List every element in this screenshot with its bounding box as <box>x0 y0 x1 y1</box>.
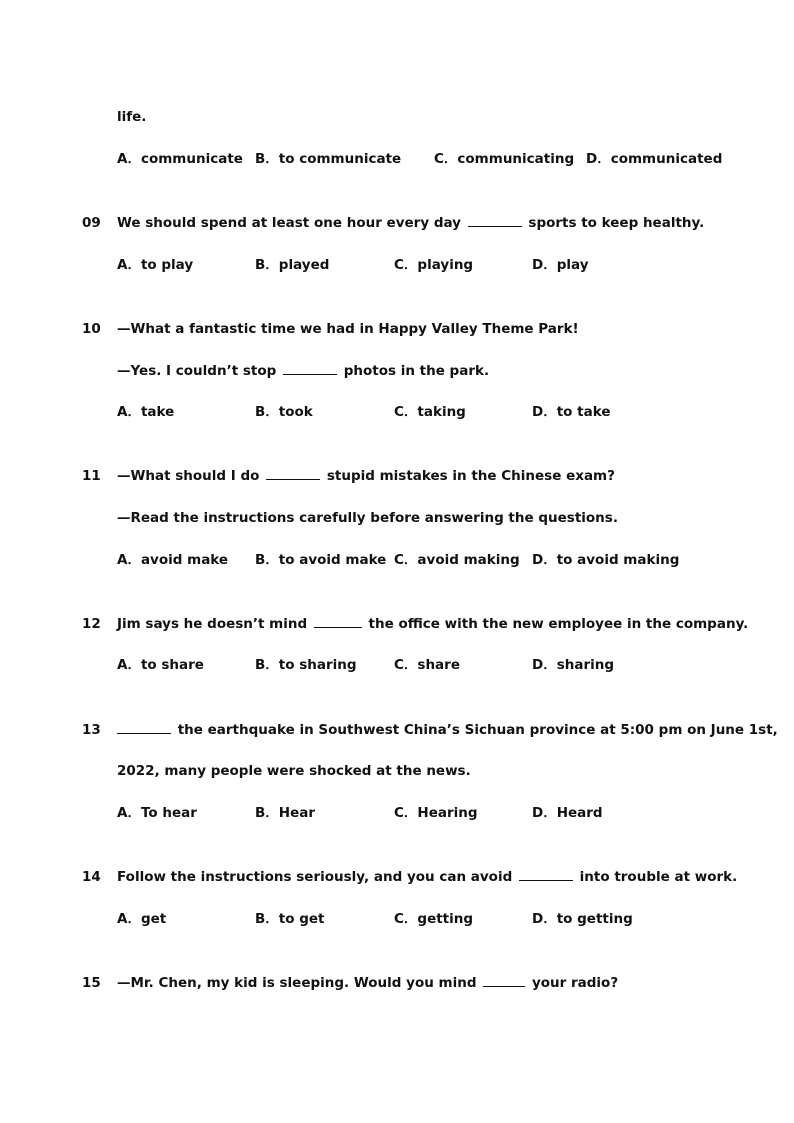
q12-option-a[interactable]: A．to share <box>117 657 204 673</box>
q11-option-b[interactable]: B．to avoid make <box>255 552 387 568</box>
q10-stem-pre: —Yes. I couldn’t stop <box>117 363 277 379</box>
question-13-line2: 2022, many people were shocked at the news. <box>117 763 471 779</box>
question-09-stem <box>117 214 704 232</box>
question-11-line2: —Read the instructions carefully before answering the questions. <box>117 510 618 526</box>
q13-option-a[interactable]: A．To hear <box>117 805 197 821</box>
question-14-stem <box>117 868 737 886</box>
question-number-14: 14 <box>82 869 101 885</box>
q14-option-a[interactable]: A．get <box>117 911 167 927</box>
q10-option-b[interactable]: B．took <box>255 404 313 420</box>
question-number-12: 12 <box>82 616 101 632</box>
q08-option-a[interactable]: A．communicate <box>117 151 243 167</box>
q09-option-b[interactable]: B．played <box>255 257 330 273</box>
q12-stem-pre: Jim says he doesn’t mind <box>117 616 308 632</box>
question-11-line1 <box>117 467 615 485</box>
q10-option-a[interactable]: A．take <box>117 404 175 420</box>
q13-stem-post: the earthquake in Southwest China’s Sichuan province at 5:00 pm on June 1st, <box>177 722 778 738</box>
question-10-line2 <box>117 362 489 380</box>
q11-stem-pre: —What should I do <box>117 468 260 484</box>
question-number-10: 10 <box>82 321 101 337</box>
q09-option-c[interactable]: C．playing <box>394 257 474 273</box>
question-08-stem-continuation: life. <box>117 109 147 125</box>
q12-stem-post: the office with the new employee in the company. <box>368 616 749 632</box>
q14-stem-pre: Follow the instructions seriously, and you can avoid <box>117 869 513 885</box>
question-13-line1 <box>117 721 778 739</box>
q09-stem-post: sports to keep healthy. <box>528 215 705 231</box>
q10-stem-post: photos in the park. <box>343 363 490 379</box>
q09-stem-pre: We should spend at least one hour every day <box>117 215 461 231</box>
q11-option-c[interactable]: C．avoid making <box>394 552 520 568</box>
q14-stem-post: into trouble at work. <box>579 869 738 885</box>
q12-answer-blank <box>314 615 362 628</box>
q10-option-c[interactable]: C．taking <box>394 404 466 420</box>
question-15-stem <box>117 974 618 992</box>
question-number-09: 09 <box>82 215 101 231</box>
q09-option-a[interactable]: A．to play <box>117 257 194 273</box>
question-number-15: 15 <box>82 975 101 991</box>
q12-option-d[interactable]: D．sharing <box>532 657 615 673</box>
q14-option-c[interactable]: C．getting <box>394 911 474 927</box>
q13-option-b[interactable]: B．Hear <box>255 805 316 821</box>
q12-option-c[interactable]: C．share <box>394 657 460 673</box>
q14-answer-blank <box>519 868 573 881</box>
q08-option-d[interactable]: D．communicated <box>586 151 723 167</box>
q08-option-c[interactable]: C．communicating <box>434 151 575 167</box>
q15-answer-blank <box>483 974 525 987</box>
q11-stem-post: stupid mistakes in the Chinese exam? <box>326 468 615 484</box>
question-number-13: 13 <box>82 722 101 738</box>
question-number-11: 11 <box>82 468 101 484</box>
q08-option-b[interactable]: B．to communicate <box>255 151 402 167</box>
q13-answer-blank <box>117 721 171 734</box>
q13-option-d[interactable]: D．Heard <box>532 805 603 821</box>
q14-option-b[interactable]: B．to get <box>255 911 325 927</box>
q10-answer-blank <box>283 362 337 375</box>
q09-option-d[interactable]: D．play <box>532 257 589 273</box>
q11-option-a[interactable]: A．avoid make <box>117 552 229 568</box>
question-12-stem <box>117 615 748 633</box>
q11-answer-blank <box>266 467 320 480</box>
q12-option-b[interactable]: B．to sharing <box>255 657 357 673</box>
q15-stem-pre: —Mr. Chen, my kid is sleeping. Would you mind <box>117 975 477 991</box>
q15-stem-post: your radio? <box>531 975 619 991</box>
q14-option-d[interactable]: D．to getting <box>532 911 633 927</box>
q09-answer-blank <box>468 214 522 227</box>
q13-option-c[interactable]: C．Hearing <box>394 805 478 821</box>
q11-option-d[interactable]: D．to avoid making <box>532 552 680 568</box>
q10-option-d[interactable]: D．to take <box>532 404 611 420</box>
question-10-line1: —What a fantastic time we had in Happy Valley Theme Park! <box>117 321 579 337</box>
